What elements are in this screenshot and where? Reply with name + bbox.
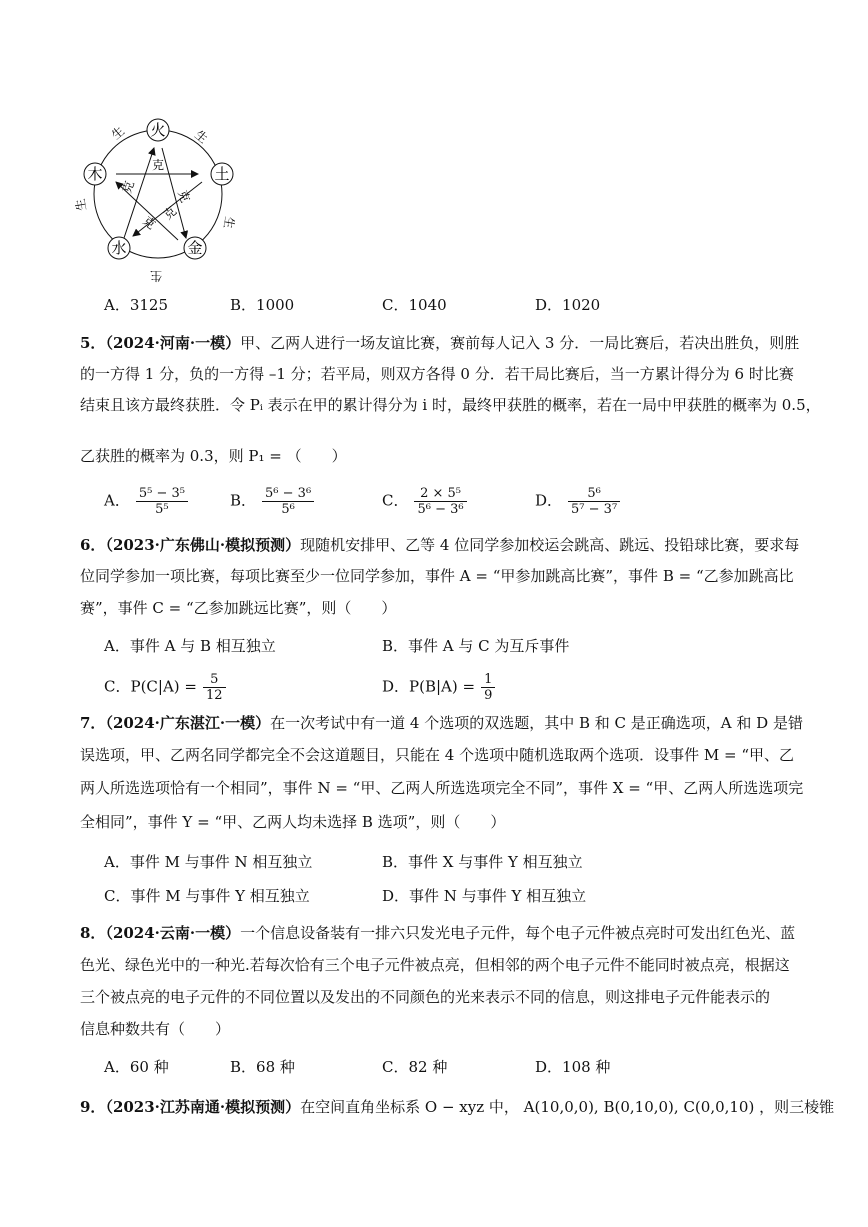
q8-option-d[interactable]: D．108 种 [535, 1058, 611, 1076]
q8-line-3: 三个被点亮的电子元件的不同位置以及发出的不同颜色的光来表示不同的信息，则这排电子元件能表示的 [80, 988, 771, 1006]
q7-number: 7． [80, 714, 106, 732]
q6-option-c-den: 12 [205, 688, 223, 703]
q5-line-2: 的一方得 1 分，负的一方得 –1 分；若平局，则双方各得 0 分．若干局比赛后，当一方累计得分为 6 时比赛 [80, 365, 794, 383]
q7-option-b[interactable]: B．事件 X 与事件 Y 相互独立 [382, 853, 583, 871]
q8-option-a[interactable]: A．60 种 [104, 1058, 169, 1076]
q7-line-4: 全相同”，事件 Y = “甲、乙两人均未选择 B 选项”，则（ ） [80, 813, 506, 831]
q6-number: 6． [80, 536, 106, 554]
node-water: 水 [111, 239, 127, 257]
generate-label: 生 [220, 215, 237, 230]
generate-label: 生 [73, 197, 89, 212]
q5-option-a-den: 5⁵ [155, 502, 169, 517]
q7-line-1 [80, 713, 803, 733]
q4-option-a[interactable]: A．3125 [104, 296, 169, 314]
q8-text-1: 一个信息设备装有一排六只发光电子元件，每个电子元件被点亮时可发出红色光、蓝 [240, 924, 796, 942]
overcome-label: 克 [152, 158, 165, 172]
q5-option-a-num: 5⁵ − 3⁵ [136, 486, 188, 502]
q5-option-a[interactable] [104, 486, 188, 517]
q6-text-1: 现随机安排甲、乙等 4 位同学参加校运会跳高、跳远、投铅球比赛，要求每 [300, 536, 800, 554]
q6-line-2: 位同学参加一项比赛，每项比赛至少一位同学参加，事件 A = “甲参加跳高比赛”，事件 B = “乙参加跳高比 [80, 567, 794, 585]
q9-line-1 [80, 1097, 834, 1117]
q5-option-c-den: 5⁶ − 3⁶ [417, 502, 464, 517]
q7-option-c[interactable]: C．事件 M 与事件 Y 相互独立 [104, 887, 310, 905]
q5-option-d-den: 5⁷ − 3⁷ [571, 502, 618, 517]
node-earth: 土 [214, 165, 230, 183]
q6-option-c-fraction [203, 672, 226, 703]
q8-source: （2024·云南·一模） [105, 924, 241, 942]
node-metal: 金 [187, 239, 203, 257]
overcome-label: 克 [175, 188, 193, 205]
q6-line-1 [80, 535, 799, 555]
q6-option-c-prefix: C．P(C|A) = [104, 677, 197, 696]
q6-option-d-den: 9 [484, 688, 493, 703]
generate-label: 生 [108, 123, 128, 143]
q5-source: （2024·河南·一模） [105, 334, 241, 352]
q5-option-a-label: A． [104, 491, 130, 510]
q4-option-b[interactable]: B．1000 [230, 296, 295, 314]
q6-option-c-num: 5 [203, 672, 226, 688]
q5-option-a-fraction [136, 486, 188, 517]
q6-option-d-fraction [481, 672, 495, 703]
q5-option-b-fraction [262, 486, 314, 517]
q5-option-c[interactable] [382, 486, 467, 517]
q5-line-4: 乙获胜的概率为 0.3，则 P₁ = （ ） [80, 447, 347, 465]
q9-source: （2023·江苏南通·模拟预测） [105, 1098, 301, 1116]
q5-option-d-label: D． [535, 491, 563, 510]
q7-line-3: 两人所选选项恰有一个相同”，事件 N = “甲、乙两人所选选项完全不同”，事件 X = “甲、乙两人所选选项完 [80, 779, 804, 797]
five-elements-diagram [73, 112, 243, 283]
overcome-label: 克 [140, 213, 159, 233]
q8-option-b[interactable]: B．68 种 [230, 1058, 295, 1076]
q5-option-d[interactable] [535, 486, 620, 517]
q7-line-2: 误选项，甲、乙两名同学都完全不会这道题目，只能在 4 个选项中随机选取两个选项．设事件 M = “甲、乙 [80, 746, 794, 764]
q7-option-a[interactable]: A．事件 M 与事件 N 相互独立 [104, 853, 313, 871]
overcome-label: 克 [160, 203, 180, 223]
q5-option-c-label: C． [382, 491, 409, 510]
generate-label: 生 [192, 127, 211, 147]
q5-option-d-num: 5⁶ [568, 486, 620, 502]
q6-source: （2023·广东佛山·模拟预测） [105, 536, 301, 554]
q5-option-b-den: 5⁶ [281, 502, 295, 517]
q8-option-c[interactable]: C．82 种 [382, 1058, 448, 1076]
q5-option-c-num: 2 × 5⁵ [414, 486, 466, 502]
q5-number: 5． [80, 334, 106, 352]
q6-option-d[interactable] [382, 672, 495, 703]
q4-option-c[interactable]: C．1040 [382, 296, 447, 314]
overcome-label: 克 [119, 178, 137, 196]
q7-text-1: 在一次考试中有一道 4 个选项的双选题，其中 B 和 C 是正确选项，A 和 D 是错 [270, 714, 803, 732]
q6-option-d-prefix: D．P(B|A) = [382, 677, 476, 696]
q7-source: （2024·广东湛江·一模） [105, 714, 271, 732]
q4-option-d[interactable]: D．1020 [535, 296, 601, 314]
q9-number: 9． [80, 1098, 106, 1116]
q6-option-c[interactable] [104, 672, 226, 703]
q5-option-b[interactable] [230, 486, 314, 517]
q7-option-d[interactable]: D．事件 N 与事件 Y 相互独立 [382, 887, 587, 905]
q9-text-1: 在空间直角坐标系 O − xyz 中， A(10,0,0), B(0,10,0), C(0,0,10) ，则三棱锥 [300, 1098, 835, 1116]
q6-option-d-num: 1 [481, 672, 495, 688]
q5-line-3: 结束且该方最终获胜．令 Pᵢ 表示在甲的累计得分为 i 时，最终甲获胜的概率，若在一局中甲获胜的概率为 0.5， [80, 396, 821, 414]
generate-label: 生 [149, 269, 162, 283]
q8-line-1 [80, 923, 795, 943]
q6-line-3: 赛”，事件 C = “乙参加跳远比赛”，则（ ） [80, 599, 397, 617]
q8-number: 8． [80, 924, 106, 942]
q8-line-4: 信息种数共有（ ） [80, 1020, 231, 1038]
node-fire: 火 [150, 121, 166, 139]
q5-line-1 [80, 333, 799, 353]
q5-text-1: 甲、乙两人进行一场友谊比赛，赛前每人记入 3 分．一局比赛后，若决出胜负，则胜 [240, 334, 800, 352]
node-wood: 木 [87, 165, 103, 183]
q5-option-b-label: B． [230, 491, 257, 510]
q5-option-b-num: 5⁶ − 3⁶ [262, 486, 314, 502]
q5-option-d-fraction [568, 486, 620, 517]
q5-option-c-fraction [414, 486, 466, 517]
q6-option-b[interactable]: B．事件 A 与 C 为互斥事件 [382, 637, 570, 655]
q6-option-a[interactable]: A．事件 A 与 B 相互独立 [104, 637, 276, 655]
q8-line-2: 色光、绿色光中的一种光.若每次恰有三个电子元件被点亮，但相邻的两个电子元件不能同时被点亮，根据这 [80, 956, 790, 974]
